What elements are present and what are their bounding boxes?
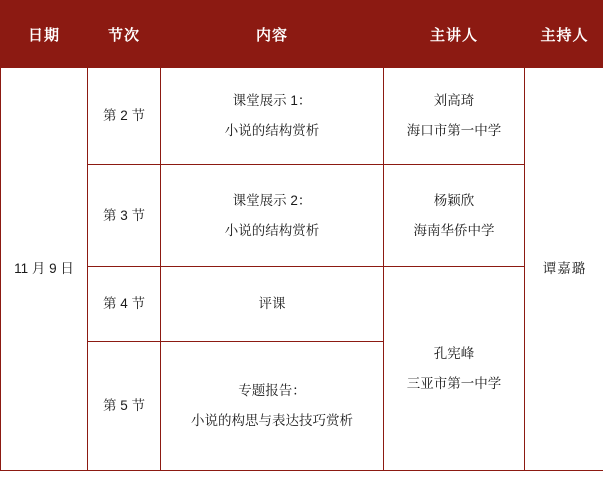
- content-line: 小说的构思与表达技巧赏析: [191, 413, 353, 428]
- cell-period: 第 4 节: [88, 267, 161, 342]
- table-header-row: [1, 1, 603, 68]
- cell-content: [161, 165, 384, 267]
- column-header-host: 主持人: [525, 1, 603, 68]
- content-line: 小说的结构赏析: [224, 123, 320, 138]
- table-row: [1, 267, 603, 342]
- column-header-date: 日期: [1, 1, 88, 68]
- cell-speaker-merged: [384, 267, 525, 471]
- table-header: [1, 1, 603, 68]
- table-row: [1, 165, 603, 267]
- speaker-name: 杨颖欣: [433, 192, 475, 208]
- cell-content: [161, 342, 384, 471]
- content-line: 专题报告：: [238, 383, 306, 398]
- cell-host: 谭嘉璐: [525, 68, 603, 471]
- cell-speaker: [384, 165, 525, 267]
- column-header-speaker: 主讲人: [384, 1, 525, 68]
- cell-period: 第 2 节: [88, 68, 161, 165]
- cell-period: 第 3 节: [88, 165, 161, 267]
- content-line: 小说的结构赏析: [224, 222, 320, 238]
- content-line: 评课: [258, 296, 286, 311]
- speaker-name: 刘高琦: [433, 93, 475, 108]
- content-line: 课堂展示 2：: [232, 192, 312, 208]
- cell-speaker: [384, 68, 525, 165]
- table-row: [1, 68, 603, 165]
- speaker-affiliation: 海南华侨中学: [413, 222, 495, 238]
- table-body: [1, 68, 603, 471]
- cell-content: [161, 68, 384, 165]
- cell-date: 11 月 9 日: [1, 68, 88, 471]
- speaker-affiliation: 三亚市第一中学: [406, 375, 502, 391]
- speaker-affiliation: 海口市第一中学: [406, 123, 502, 138]
- column-header-period: 节次: [88, 1, 161, 68]
- content-line: 课堂展示 1：: [232, 93, 312, 108]
- speaker-name: 孔宪峰: [433, 345, 475, 361]
- cell-content: [161, 267, 384, 342]
- column-header-content: 内容: [161, 1, 384, 68]
- cell-period: 第 5 节: [88, 342, 161, 471]
